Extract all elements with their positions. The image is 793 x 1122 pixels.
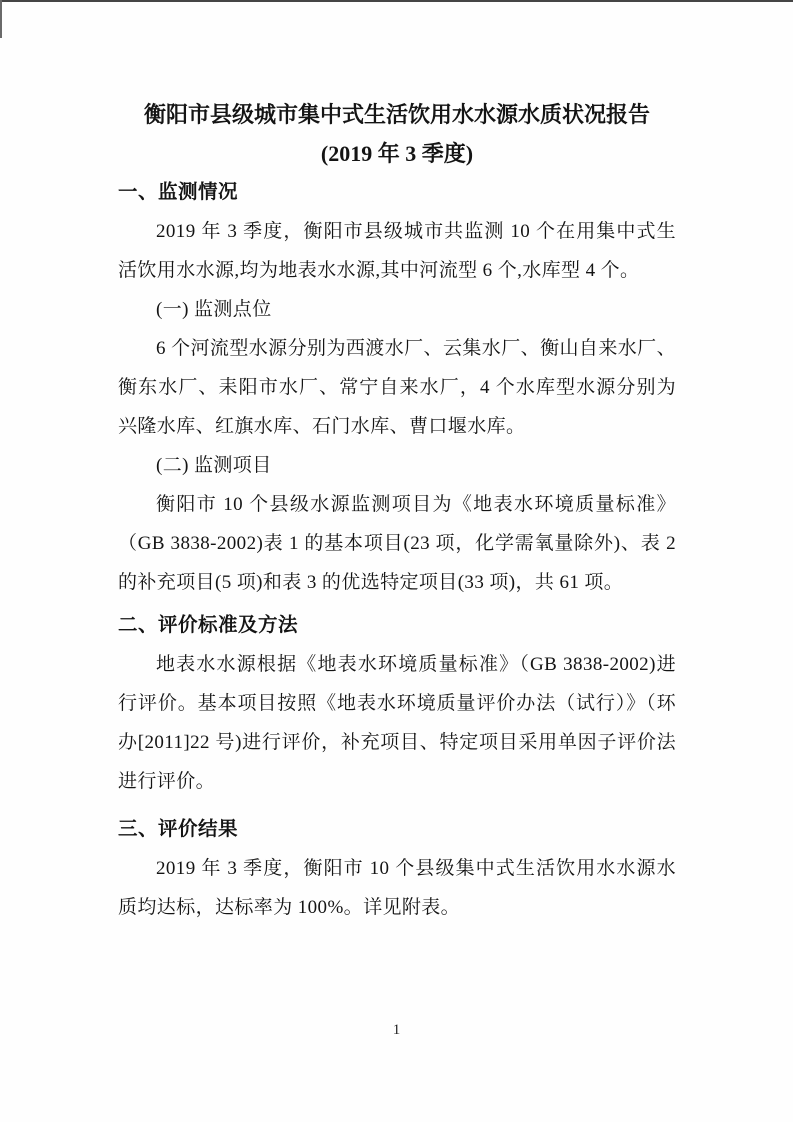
paragraph-standards: 地表水水源根据《地表水环境质量标准》（GB 3838-2002)进行评价。基本项目按照《地表水环境质量评价办法（试行）》（环办[2011]22 号)进行评价，补充项目、特定项目采用单因子评价法进行评价。 <box>118 654 676 792</box>
page-number: 1 <box>392 1022 401 1038</box>
paragraph-monitoring-items: 衡阳市 10 个县级水源监测项目为《地表水环境质量标准》（GB 3838-2002)表 1 的基本项目(23 项，化学需氧量除外)、表 2 的补充项目(5 项)和表 3 的优选特定项目(33 项)，共 61 项。 <box>118 494 676 593</box>
paragraph-monitoring-points: 6 个河流型水源分别为西渡水厂、云集水厂、衡山自来水厂、衡东水厂、耒阳市水厂、常宁自来水厂，4 个水库型水源分别为兴隆水库、红旗水库、石门水库、曹口堰水库。 <box>118 338 676 437</box>
section-heading-standards: 二、评价标准及方法 <box>118 614 299 636</box>
report-title-line2: (2019 年 3 季度) <box>320 141 474 166</box>
document-body <box>118 95 676 927</box>
sub-heading-monitoring-points: (一) 监测点位 <box>156 299 272 320</box>
report-title-line1: 衡阳市县级城市集中式生活饮用水水源水质状况报告 <box>143 102 650 127</box>
paragraph-monitoring-overview: 2019 年 3 季度，衡阳市县级城市共监测 10 个在用集中式生活饮用水水源,均为地表水水源,其中河流型 6 个,水库型 4 个。 <box>118 221 676 281</box>
section-heading-results: 三、评价结果 <box>118 818 239 840</box>
sub-heading-monitoring-items: (二) 监测项目 <box>156 455 272 476</box>
section-heading-monitoring: 一、监测情况 <box>118 181 239 203</box>
paragraph-results: 2019 年 3 季度，衡阳市 10 个县级集中式生活饮用水水源水质均达标，达标率为 100%。详见附表。 <box>118 858 676 918</box>
